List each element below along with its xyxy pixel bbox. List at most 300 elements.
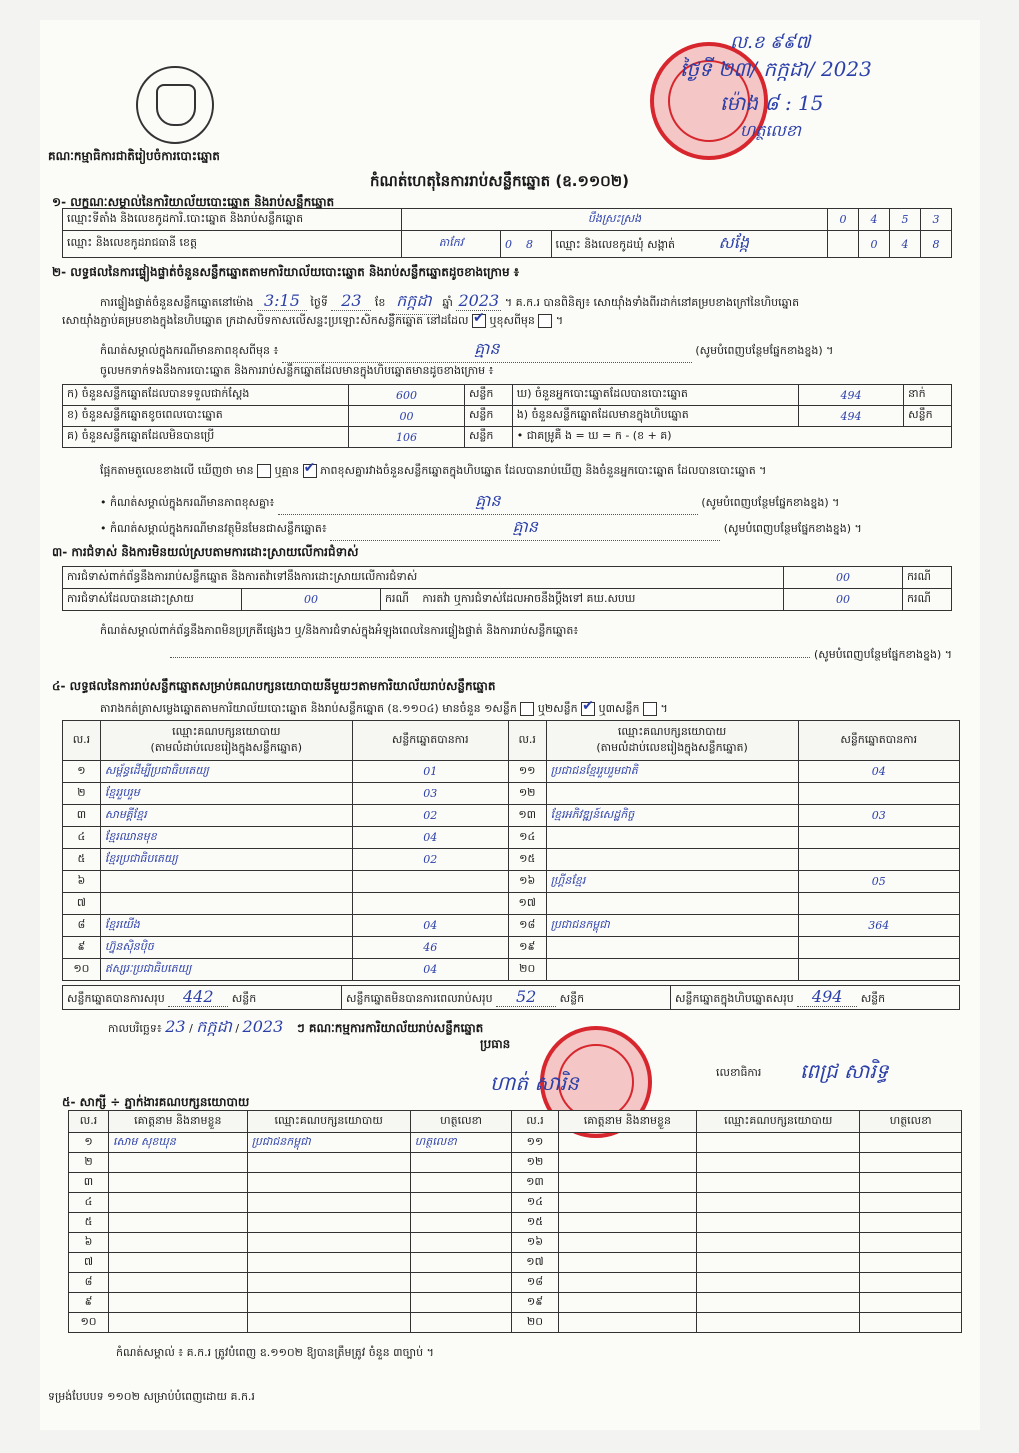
province-code-2: 8 (526, 237, 533, 251)
witness-signature (410, 1173, 512, 1193)
counts-table (62, 384, 952, 448)
verification-line-1 (100, 290, 970, 315)
witness-no: ១៣ (512, 1173, 558, 1193)
witness-no: ២០ (512, 1313, 558, 1333)
witness-name (109, 1233, 248, 1253)
result-party: ប្រជាជនខ្មែររួបរួមជាតិ (546, 761, 798, 783)
chair-label: ប្រធាន (480, 1037, 511, 1051)
count-d-value: 494 (798, 385, 903, 406)
result-party: ខ្មែរអភិវឌ្ឍន៍សេដ្ឋកិច្ច (546, 805, 798, 827)
result-party: ខ្មែររួបរួម (100, 783, 352, 805)
count-a-unit: សន្លឹក (464, 385, 512, 406)
objection-row1-label: ការជំទាស់ពាក់ព័ន្ធនឹងការរាប់សន្លឹកឆ្នោត និងការតវ៉ាទៅនឹងការដោះស្រាយលើការជំទាស់ (63, 567, 784, 589)
result-no: ១១ (508, 761, 546, 783)
result-votes: 03 (352, 783, 508, 805)
witness-row (69, 1233, 962, 1253)
witness-party (697, 1253, 860, 1273)
result-no: ១៤ (508, 827, 546, 849)
result-party (546, 849, 798, 871)
result-votes: 04 (352, 959, 508, 981)
result-votes (798, 893, 959, 915)
total-invalid-unit: សន្លឹក (559, 992, 585, 1005)
sheet-2-checkbox[interactable] (581, 702, 595, 716)
committee-name: គណៈកម្មាធិការជាតិរៀបចំការបោះឆ្នោត (48, 149, 220, 163)
witness-name (109, 1293, 248, 1313)
witness-party (247, 1273, 410, 1293)
form-title: កំណត់ហេតុនៃការរាប់សន្លឹកឆ្នោត (ឧ.១១០២) (370, 172, 630, 190)
count-formula: • ជាគម្រូគឺ ង = ឃ = ក - (ខ + គ) (512, 427, 951, 448)
result-no: ១៦ (508, 871, 546, 893)
nec-emblem-icon (136, 66, 214, 144)
witness-party (247, 1213, 410, 1233)
result-votes (798, 849, 959, 871)
witness-no: ៦ (69, 1233, 109, 1253)
verify-line1-end: ។ គ.ក.រ បានពិនិត្យ៖ សោយ៉ាំងទាំងពីរដាក់នៅគម្របខាងក្រៅនៃហិបឆ្នោត (504, 296, 800, 309)
witness-signature (410, 1253, 512, 1273)
witness-row (69, 1293, 962, 1313)
result-party: ឥស្សរៈប្រជាធិបតេយ្យ (100, 959, 352, 981)
col-votes-left: សន្លឹកឆ្នោតបានការ (352, 721, 508, 761)
result-party: ហ្គ្រីនខ្មែរ (546, 871, 798, 893)
objection-resolved-unit: ករណី (385, 591, 409, 605)
witness-party (697, 1133, 860, 1153)
commune-code-3: 8 (921, 231, 952, 258)
result-votes (352, 871, 508, 893)
result-party: ហ្វ៊ុនស៊ិនប៉ិច (100, 937, 352, 959)
result-party (546, 783, 798, 805)
result-no: ១៥ (508, 849, 546, 871)
count-c-label: គ) ចំនួនសន្លឹកឆ្នោតដែលមិនបានប្រើ (63, 427, 349, 448)
compare-has-checkbox[interactable] (257, 464, 271, 478)
compare-none-label: ឬគ្មាន (274, 464, 300, 477)
ballot-count-form (40, 20, 980, 1430)
witness-name (558, 1133, 697, 1153)
witness-name (558, 1253, 697, 1273)
col-party-right (546, 721, 798, 761)
objection-appeal-unit: ករណី (903, 589, 952, 611)
count-e-value: 494 (798, 406, 903, 427)
result-no: ៣ (63, 805, 101, 827)
irregular-note-line (100, 516, 970, 541)
count-c-value: 106 (349, 427, 465, 448)
witness-no: ៨ (69, 1273, 109, 1293)
count-b-label: ខ) ចំនួនសន្លឹកឆ្នោតខូចពេលបោះឆ្នោត (63, 406, 349, 427)
witness-col-name-left: គោត្តនាម និងនាមខ្លួន (109, 1111, 248, 1133)
result-no: ១ (63, 761, 101, 783)
result-votes: 03 (798, 805, 959, 827)
seal-note-line (100, 338, 970, 363)
irregular-note-hint: (សូមបំពេញបន្ថែមផ្នែកខាងខ្នង) ។ (723, 522, 862, 535)
count-e-unit: សន្លឹក (904, 406, 952, 427)
result-no: ៨ (63, 915, 101, 937)
irregular-note-value: គ្មាន (330, 516, 720, 541)
location-code-3: 5 (890, 209, 921, 231)
diff-note-value: គ្មាន (278, 490, 698, 515)
witness-signature (860, 1133, 962, 1153)
sheet-3-checkbox[interactable] (643, 702, 657, 716)
witness-signature (410, 1193, 512, 1213)
witness-no: ៤ (69, 1193, 109, 1213)
province-code-1: 0 (505, 237, 512, 251)
col-votes-right: សន្លឹកឆ្នោតបានការ (798, 721, 959, 761)
objection-resolved-label: ការជំទាស់ដែលបានដោះស្រាយ (63, 589, 242, 611)
section1-title: ១- លក្ខណៈសម្គាល់នៃការិយាល័យបោះឆ្នោត និងរាប់សន្លឹកឆ្នោត (52, 195, 335, 209)
seal-note-hint: (សូមបំពេញបន្ថែមផ្នែកខាងខ្នង) ។ (695, 344, 834, 357)
compare-description: ភាពខុសគ្នារវាងចំនួនសន្លឹកឆ្នោតក្នុងហិបឆ្នោត ដែលបានរាប់ឃើញ និងចំនួនអ្នកបោះឆ្នោត ដែលបានបោះឆ្នោត ។ (320, 464, 767, 477)
verification-line-2 (62, 314, 563, 330)
count-a-value: 600 (349, 385, 465, 406)
col-party-left-sub: (តាមលំដាប់លេខរៀងក្នុងសន្លឹកឆ្នោត) (150, 740, 303, 754)
witness-name (109, 1253, 248, 1273)
witness-signature (410, 1273, 512, 1293)
result-no: ១៣ (508, 805, 546, 827)
total-box-cell (671, 986, 960, 1010)
commune-name: សង្កែ (718, 233, 750, 252)
sheet-count-text: តារាងកត់ត្រាសម្លេងឆ្នោតតាមការិយាល័យបោះឆ្នោត និងរាប់សន្លឹកឆ្នោត (ឧ.១១០៤) មានចំនួន ១សន្លឹក (100, 702, 517, 715)
results-row (63, 805, 960, 827)
signoff-committee: ៗ គណៈកម្មការការិយាល័យរាប់សន្លឹកឆ្នោត (296, 1021, 484, 1035)
verify-time: 3:15 (257, 291, 307, 311)
result-votes (798, 827, 959, 849)
total-valid-value: 442 (168, 987, 228, 1007)
province-label: ឈ្មោះ និងលេខកូដរាជធានី ខេត្ត (63, 231, 402, 258)
location-label: ឈ្មោះទីតាំង និងលេខកូដការិ.បោះឆ្នោត និងរាប់សន្លឹកឆ្នោត (63, 209, 402, 231)
signoff-month: កក្កដា (196, 1017, 232, 1036)
results-row (63, 871, 960, 893)
verify-year-label: ឆ្នាំ (442, 296, 453, 309)
witness-col-no-right: ល.រ (512, 1111, 558, 1133)
objection-resolved-value: 00 (242, 589, 381, 611)
result-votes (798, 959, 959, 981)
witness-party (697, 1293, 860, 1313)
witness-row (69, 1273, 962, 1293)
witness-party (697, 1313, 860, 1333)
footnote: កំណត់សម្គាល់ ៖ គ.ក.រ ត្រូវបំពេញ ឧ.១១០២ ឱ្យបានត្រឹមត្រូវ ចំនួន ៣ច្បាប់ ។ (116, 1346, 434, 1359)
witness-party (697, 1213, 860, 1233)
witness-name (109, 1193, 248, 1213)
witness-party (697, 1193, 860, 1213)
witness-col-party-left: ឈ្មោះគណបក្សនយោបាយ (247, 1111, 410, 1133)
witness-name (109, 1313, 248, 1333)
witness-col-no-left: ល.រ (69, 1111, 109, 1133)
seal-changed-label: ឬខុសពីមុន (489, 314, 535, 327)
result-votes: 46 (352, 937, 508, 959)
witness-name (109, 1213, 248, 1233)
witness-party (697, 1233, 860, 1253)
result-no: ១៧ (508, 893, 546, 915)
results-row (63, 937, 960, 959)
results-row (63, 959, 960, 981)
witness-signature (410, 1313, 512, 1333)
result-votes (352, 893, 508, 915)
verify-month-label: ខែ (374, 296, 386, 309)
result-no: ៩ (63, 937, 101, 959)
total-box-label: សន្លឹកឆ្នោតក្នុងហិបឆ្នោតសរុប (675, 992, 794, 1005)
irregularities-hint: (សូមបំពេញបន្ថែមផ្នែកខាងខ្នង) ។ (813, 648, 952, 661)
compare-line (100, 464, 970, 480)
witness-no: ១២ (512, 1153, 558, 1173)
witness-no: ៧ (69, 1253, 109, 1273)
witness-signature: ហត្ថលេខា (410, 1133, 512, 1153)
witness-signature (860, 1293, 962, 1313)
witness-signature (410, 1213, 512, 1233)
signoff-day: 23 (165, 1017, 186, 1036)
total-invalid-label: សន្លឹកឆ្នោតមិនបានការពេលរាប់សរុប (346, 992, 493, 1005)
secretary-name: ពេជ្រ សារិទ្ធ (800, 1059, 889, 1083)
result-party (100, 871, 352, 893)
witness-signature (860, 1173, 962, 1193)
results-row (63, 827, 960, 849)
count-d-label: ឃ) ចំនួនអ្នកបោះឆ្នោតដែលបានបោះឆ្នោត (512, 385, 798, 406)
results-row (63, 761, 960, 783)
witness-col-party-right: ឈ្មោះគណបក្សនយោបាយ (697, 1111, 860, 1133)
irregular-note-label: • កំណត់សម្គាល់ក្នុងករណីមានវត្ថុមិនមែនជាសន្លឹកឆ្នោត៖ (100, 522, 327, 535)
result-no: ១៨ (508, 915, 546, 937)
result-party: ប្រជាជនកម្ពុជា (546, 915, 798, 937)
sheet-3-label: ឬ៣សន្លឹក (598, 702, 640, 715)
location-code-4: 3 (921, 209, 952, 231)
result-votes: 04 (352, 827, 508, 849)
result-votes: 04 (352, 915, 508, 937)
witness-no: ១០ (69, 1313, 109, 1333)
chair-name: ហាត់ សារិន (490, 1071, 579, 1095)
witness-no: ១៨ (512, 1273, 558, 1293)
irregularities-dots (170, 657, 810, 658)
witness-party (247, 1193, 410, 1213)
col-party-right-title: ឈ្មោះគណបក្សនយោបាយ (617, 724, 727, 738)
result-no: ១២ (508, 783, 546, 805)
province-code (501, 231, 552, 258)
result-votes: 04 (798, 761, 959, 783)
compare-none-checkbox[interactable] (303, 464, 317, 478)
result-party: ខ្មែរប្រជាធិបតេយ្យ (100, 849, 352, 871)
objection-appeal-label-cell (381, 589, 784, 611)
witness-signature (410, 1293, 512, 1313)
witness-no: ២ (69, 1153, 109, 1173)
commune-label: ឈ្មោះ និងលេខកូដឃុំ សង្កាត់ (555, 238, 676, 251)
result-votes (798, 937, 959, 959)
objection-row1-value: 00 (784, 567, 903, 589)
total-valid-label: សន្លឹកឆ្នោតបានការសរុប (67, 992, 165, 1005)
result-no: ២ (63, 783, 101, 805)
witness-col-name-right: គោត្តនាម និងនាមខ្លួន (558, 1111, 697, 1133)
commune-label-cell (551, 231, 827, 258)
count-d-unit: នាក់ (904, 385, 952, 406)
witness-name (558, 1273, 697, 1293)
counts-intro: ចូលមកទាក់ទងនឹងការបោះឆ្នោត និងការរាប់សន្លឹកឆ្នោតដែលមានក្នុងហិបឆ្នោតមានដូចខាងក្រោម ៖ (100, 364, 494, 377)
witness-row (69, 1153, 962, 1173)
result-party (546, 937, 798, 959)
signoff-date-line: កាលបរិច្ឆេទ៖ 23 / កក្កដា / 2023 ៗ គណៈកម្មការការិយាល័យរាប់សន្លឹកឆ្នោត (108, 1017, 484, 1036)
sheet-line-end: ។ (660, 702, 668, 715)
verify-time-label: ការផ្ទៀងផ្ទាត់ចំនួនសន្លឹកឆ្នោតនៅម៉ោង (100, 296, 254, 309)
witness-no: ៣ (69, 1173, 109, 1193)
diff-note-line (100, 490, 970, 515)
witness-no: ១៧ (512, 1253, 558, 1273)
location-table (62, 208, 952, 258)
irregularities-note: កំណត់សម្គាល់ពាក់ព័ន្ធនឹងភាពមិនប្រក្រតីផ្សេងៗ ឬ/និងការជំទាស់ក្នុងអំឡុងពេលនៃការផ្ទៀងផ្ទាត់ និងការរាប់សន្លឹកឆ្នោត៖ (100, 624, 579, 637)
result-votes: 05 (798, 871, 959, 893)
col-no-right: ល.រ (508, 721, 546, 761)
witness-row (69, 1193, 962, 1213)
witness-row (69, 1213, 962, 1233)
witness-name (558, 1293, 697, 1313)
witness-no: ១១ (512, 1133, 558, 1153)
witness-party (247, 1313, 410, 1333)
witness-name (109, 1153, 248, 1173)
results-row (63, 849, 960, 871)
signoff-year: 2023 (242, 1017, 284, 1036)
witness-no: ១៩ (512, 1293, 558, 1313)
location-code-2: 4 (859, 209, 890, 231)
witness-name (109, 1173, 248, 1193)
witness-row (69, 1173, 962, 1193)
witness-name: សោម សុខឃុន (109, 1133, 248, 1153)
irregularities-hint-line (62, 648, 952, 664)
verify-year: 2023 (456, 291, 501, 311)
witness-table (68, 1110, 962, 1333)
witness-row (69, 1133, 962, 1153)
seal-changed-checkbox[interactable] (538, 314, 552, 328)
result-party: ខ្មែរឈានមុខ (100, 827, 352, 849)
witness-party: ប្រជាជនកម្ពុជា (247, 1133, 410, 1153)
witness-signature (860, 1213, 962, 1233)
witness-party (247, 1153, 410, 1173)
witness-no: ៩ (69, 1293, 109, 1313)
result-no: ៦ (63, 871, 101, 893)
witness-party (247, 1253, 410, 1273)
witness-party (697, 1273, 860, 1293)
witness-signature (860, 1273, 962, 1293)
verify-day-label: ថ្ងៃទី (310, 296, 328, 309)
seal-status-text: សោយ៉ាំងភ្ជាប់គម្របខាងក្នុងនៃហិបឆ្នោត ក្រដាសបិទកាសលើសន្ទះប្រឡោះសិកសន្លឹកឆ្នោត នៅដដែល (62, 314, 469, 327)
result-party: សម្ព័ន្ធដើម្បីប្រជាធិបតេយ្យ (100, 761, 352, 783)
witness-party (247, 1173, 410, 1193)
witness-no: ១ (69, 1133, 109, 1153)
witness-signature (410, 1233, 512, 1253)
result-votes (798, 783, 959, 805)
objection-row1-unit: ករណី (903, 567, 952, 589)
witness-no: ១៤ (512, 1193, 558, 1213)
witness-name (558, 1153, 697, 1173)
result-no: ១៩ (508, 937, 546, 959)
witness-no: ១៦ (512, 1233, 558, 1253)
total-box-unit: សន្លឹក (860, 992, 886, 1005)
sheet-2-label: ឬ២សន្លឹក (537, 702, 578, 715)
witness-signature (860, 1193, 962, 1213)
witness-signature (860, 1233, 962, 1253)
col-party-right-sub: (តាមលំដាប់លេខរៀងក្នុងសន្លឹកឆ្នោត) (596, 740, 748, 754)
province-name: តាកែវ (402, 231, 501, 258)
witness-name (558, 1213, 697, 1233)
diff-note-hint: (សូមបំពេញបន្ថែមផ្នែកខាងខ្នង) ។ (701, 496, 840, 509)
witness-row (69, 1313, 962, 1333)
count-c-unit: សន្លឹក (464, 427, 512, 448)
witness-col-sign-left: ហត្ថលេខា (410, 1111, 512, 1133)
count-a-label: ក) ចំនួនសន្លឹកឆ្នោតដែលបានទទួលជាក់ស្តែង (63, 385, 349, 406)
witness-signature (410, 1153, 512, 1173)
witness-name (558, 1233, 697, 1253)
witness-signature (860, 1253, 962, 1273)
seal-line-end: ។ (555, 314, 564, 327)
witness-name (558, 1173, 697, 1193)
section4-title: ៤- លទ្ធផលនៃការរាប់សន្លឹកឆ្នោតសម្រាប់គណបក្សនយោបាយនីមួយៗតាមការិយាល័យរាប់សន្លឹកឆ្នោត (52, 679, 496, 693)
result-votes: 01 (352, 761, 508, 783)
total-invalid-cell (342, 986, 671, 1010)
seal-same-checkbox[interactable] (472, 314, 486, 328)
witness-party (247, 1233, 410, 1253)
count-b-unit: សន្លឹក (464, 406, 512, 427)
witness-party (697, 1153, 860, 1173)
witness-no: ១៥ (512, 1213, 558, 1233)
witness-col-sign-right: ហត្ថលេខា (860, 1111, 962, 1133)
objection-appeal-label: ការតវ៉ា ឬការជំទាស់ដែលអាចនឹងប្តឹងទៅ គឃ.សបឃ (422, 591, 636, 605)
result-party (100, 893, 352, 915)
seal-note-label: កំណត់សម្គាល់ក្នុងករណីមានភាពខុសពីមុន ៖ (100, 344, 279, 357)
totals-table (62, 985, 960, 1010)
results-row (63, 783, 960, 805)
col-no-left: ល.រ (63, 721, 101, 761)
commune-code-1: 0 (859, 231, 890, 258)
result-party (546, 827, 798, 849)
total-valid-unit: សន្លឹក (231, 992, 257, 1005)
witness-row (69, 1253, 962, 1273)
sheet-count-line (100, 702, 668, 718)
diff-note-label: • កំណត់សម្គាល់ក្នុងករណីមានភាពខុសគ្នា៖ (100, 496, 275, 509)
result-no: ៥ (63, 849, 101, 871)
col-party-left-title: ឈ្មោះគណបក្សនយោបាយ (172, 724, 281, 738)
stamp-signature: ហត្ថលេខា (740, 121, 801, 140)
stamp-number: ល.ខ ៩៩៧ (730, 32, 811, 53)
results-row (63, 915, 960, 937)
location-code-1: 0 (828, 209, 859, 231)
section2-title: ២- លទ្ធផលនៃការផ្ទៀងផ្ទាត់ចំនួនសន្លឹកឆ្នោតតាមការិយាល័យបោះឆ្នោត និងរាប់សន្លឹកឆ្នោតដូចខាងក្រោម ៖ (52, 265, 520, 279)
total-box-value: 494 (797, 987, 857, 1007)
count-e-label: ង) ចំនួនសន្លឹកឆ្នោតដែលមានក្នុងហិបឆ្នោត (512, 406, 798, 427)
result-votes: 02 (352, 805, 508, 827)
count-b-value: 00 (349, 406, 465, 427)
verify-month: កក្កដា (389, 290, 439, 315)
compare-has-label: ផ្អែកតាមតួលេខខាងលើ ឃើញថា មាន (100, 464, 254, 477)
section5-title: ៥- សាក្សី ÷ ភ្នាក់ងារគណបក្សនយោបាយ (62, 1095, 250, 1109)
commune-code-2: 4 (890, 231, 921, 258)
result-party (546, 959, 798, 981)
result-party: សាមគ្គីខ្មែរ (100, 805, 352, 827)
result-no: ១០ (63, 959, 101, 981)
result-votes: 364 (798, 915, 959, 937)
witness-name (109, 1273, 248, 1293)
results-row (63, 893, 960, 915)
col-party-left (100, 721, 352, 761)
result-no: ៤ (63, 827, 101, 849)
sheet-1-checkbox[interactable] (520, 702, 534, 716)
witness-party (247, 1293, 410, 1313)
stamp-time: ម៉ោង ៨ : 15 (720, 91, 824, 115)
stamp-date: ថ្ងៃទី ២៣/ កក្កដា/ 2023 (680, 57, 872, 81)
witness-signature (860, 1153, 962, 1173)
result-party: ខ្មែរយើង (100, 915, 352, 937)
result-no: ២០ (508, 959, 546, 981)
objection-appeal-value: 00 (784, 589, 903, 611)
party-results-table (62, 720, 960, 981)
witness-name (558, 1193, 697, 1213)
signoff-date-label: កាលបរិច្ឆេទ៖ (108, 1022, 162, 1035)
witness-no: ៥ (69, 1213, 109, 1233)
result-votes: 02 (352, 849, 508, 871)
seal-note-value: គ្មាន (282, 338, 692, 363)
witness-name (558, 1313, 697, 1333)
objections-table (62, 566, 952, 611)
